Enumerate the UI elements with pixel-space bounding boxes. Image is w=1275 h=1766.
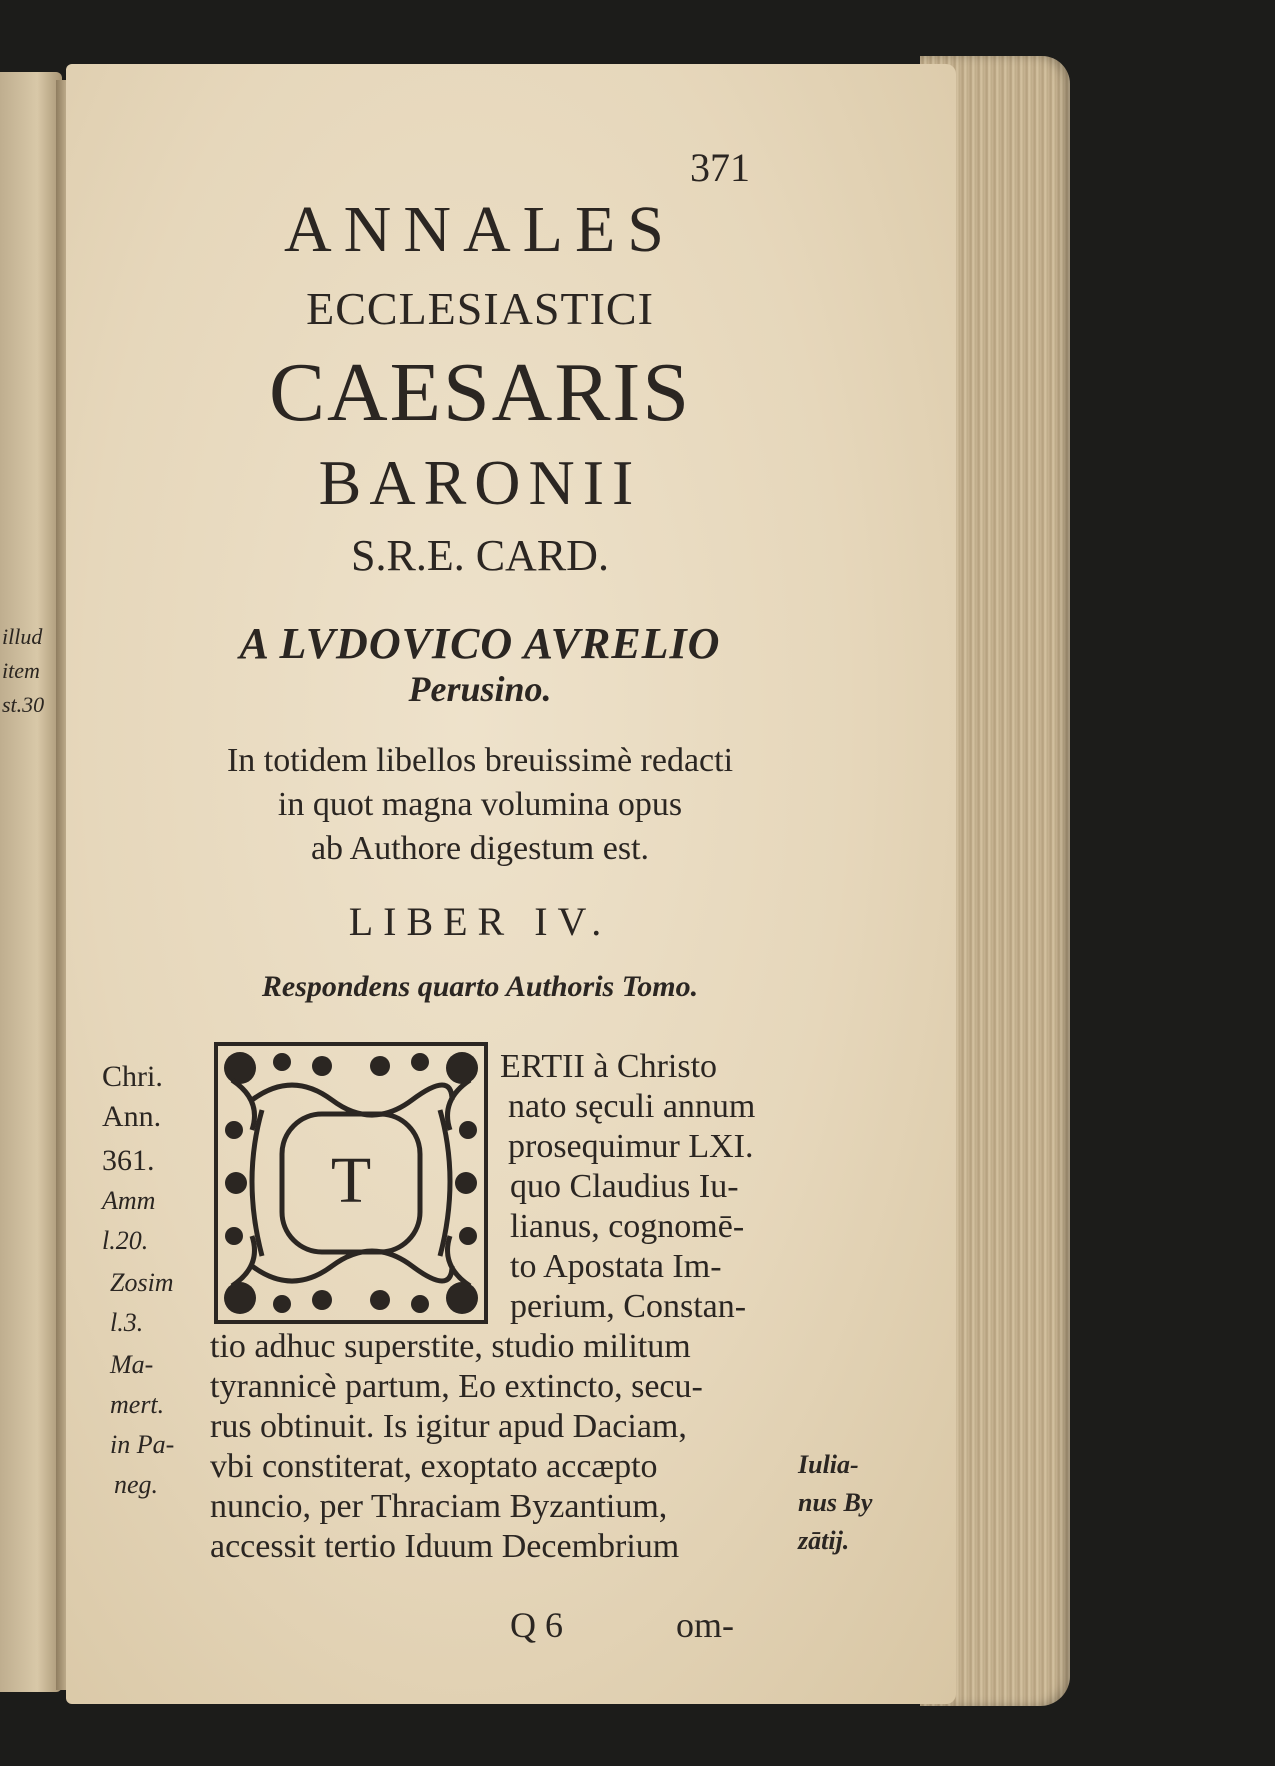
margin-note: in Pa- bbox=[110, 1430, 175, 1459]
body-line: to Apostata Im- bbox=[510, 1248, 722, 1285]
body-line: prosequimur LXI. bbox=[508, 1128, 754, 1165]
catchword: om- bbox=[676, 1605, 734, 1645]
facing-margin-note: item bbox=[2, 658, 40, 683]
body-line: tyrannicè partum, Eo extincto, secu- bbox=[210, 1368, 703, 1405]
margin-note: mert. bbox=[110, 1390, 165, 1419]
title-line: S.R.E. CARD. bbox=[351, 531, 609, 580]
description-line: in quot magna volumina opus bbox=[277, 786, 683, 823]
body-line: lianus, cognomē- bbox=[510, 1208, 745, 1245]
margin-note: Ann. bbox=[102, 1100, 162, 1133]
margin-note: l.3. bbox=[110, 1308, 144, 1337]
body-line: nuncio, per Thraciam Byzantium, bbox=[210, 1488, 668, 1525]
margin-note: l.20. bbox=[102, 1226, 149, 1255]
author-line: Perusino. bbox=[408, 669, 552, 709]
facing-margin-note: st.30 bbox=[2, 692, 45, 717]
margin-note: nus By bbox=[798, 1488, 873, 1517]
margin-note: Chri. bbox=[102, 1060, 163, 1093]
title-line: BARONII bbox=[318, 447, 642, 518]
author-line: A LVDOVICO AVRELIO bbox=[239, 619, 721, 668]
description-line: In totidem libellos breuissimè redacti bbox=[226, 742, 734, 779]
ornament-icon bbox=[212, 1040, 490, 1326]
facing-margin-note: illud bbox=[2, 624, 43, 649]
book-heading: LIBER IV. bbox=[348, 899, 612, 944]
margin-note: Amm bbox=[102, 1186, 156, 1215]
title-line: ECCLESIASTICI bbox=[306, 283, 654, 334]
body-line: ERTII à Christo bbox=[500, 1048, 718, 1085]
title-line: CAESARIS bbox=[268, 346, 692, 439]
body-line: quo Claudius Iu- bbox=[510, 1168, 739, 1205]
facing-page bbox=[0, 72, 62, 1692]
margin-note: neg. bbox=[114, 1470, 159, 1499]
margin-note: zātij. bbox=[798, 1526, 850, 1555]
initial-letter: T bbox=[330, 1144, 372, 1217]
body-line: rus obtinuit. Is igitur apud Daciam, bbox=[210, 1408, 687, 1445]
book-subtitle: Respondens quarto Authoris Tomo. bbox=[261, 970, 699, 1003]
description-line: ab Authore digestum est. bbox=[310, 830, 650, 867]
margin-note: Zosim bbox=[110, 1268, 174, 1297]
body-line: accessit tertio Iduum Decembrium bbox=[210, 1528, 680, 1565]
page-number: 371 bbox=[690, 145, 750, 190]
body-line: tio adhuc superstite, studio militum bbox=[210, 1328, 691, 1365]
decorated-initial bbox=[212, 1040, 490, 1326]
title-line: ANNALES bbox=[284, 193, 676, 266]
margin-note: Ma- bbox=[110, 1350, 154, 1379]
margin-note: 361. bbox=[102, 1144, 155, 1177]
body-line: perium, Constan- bbox=[510, 1288, 747, 1325]
margin-note: Iulia- bbox=[798, 1450, 859, 1479]
signature-mark: Q 6 bbox=[510, 1605, 563, 1645]
body-line: nato sęculi annum bbox=[508, 1088, 756, 1125]
body-line: vbi constiterat, exoptato accæpto bbox=[210, 1448, 658, 1485]
